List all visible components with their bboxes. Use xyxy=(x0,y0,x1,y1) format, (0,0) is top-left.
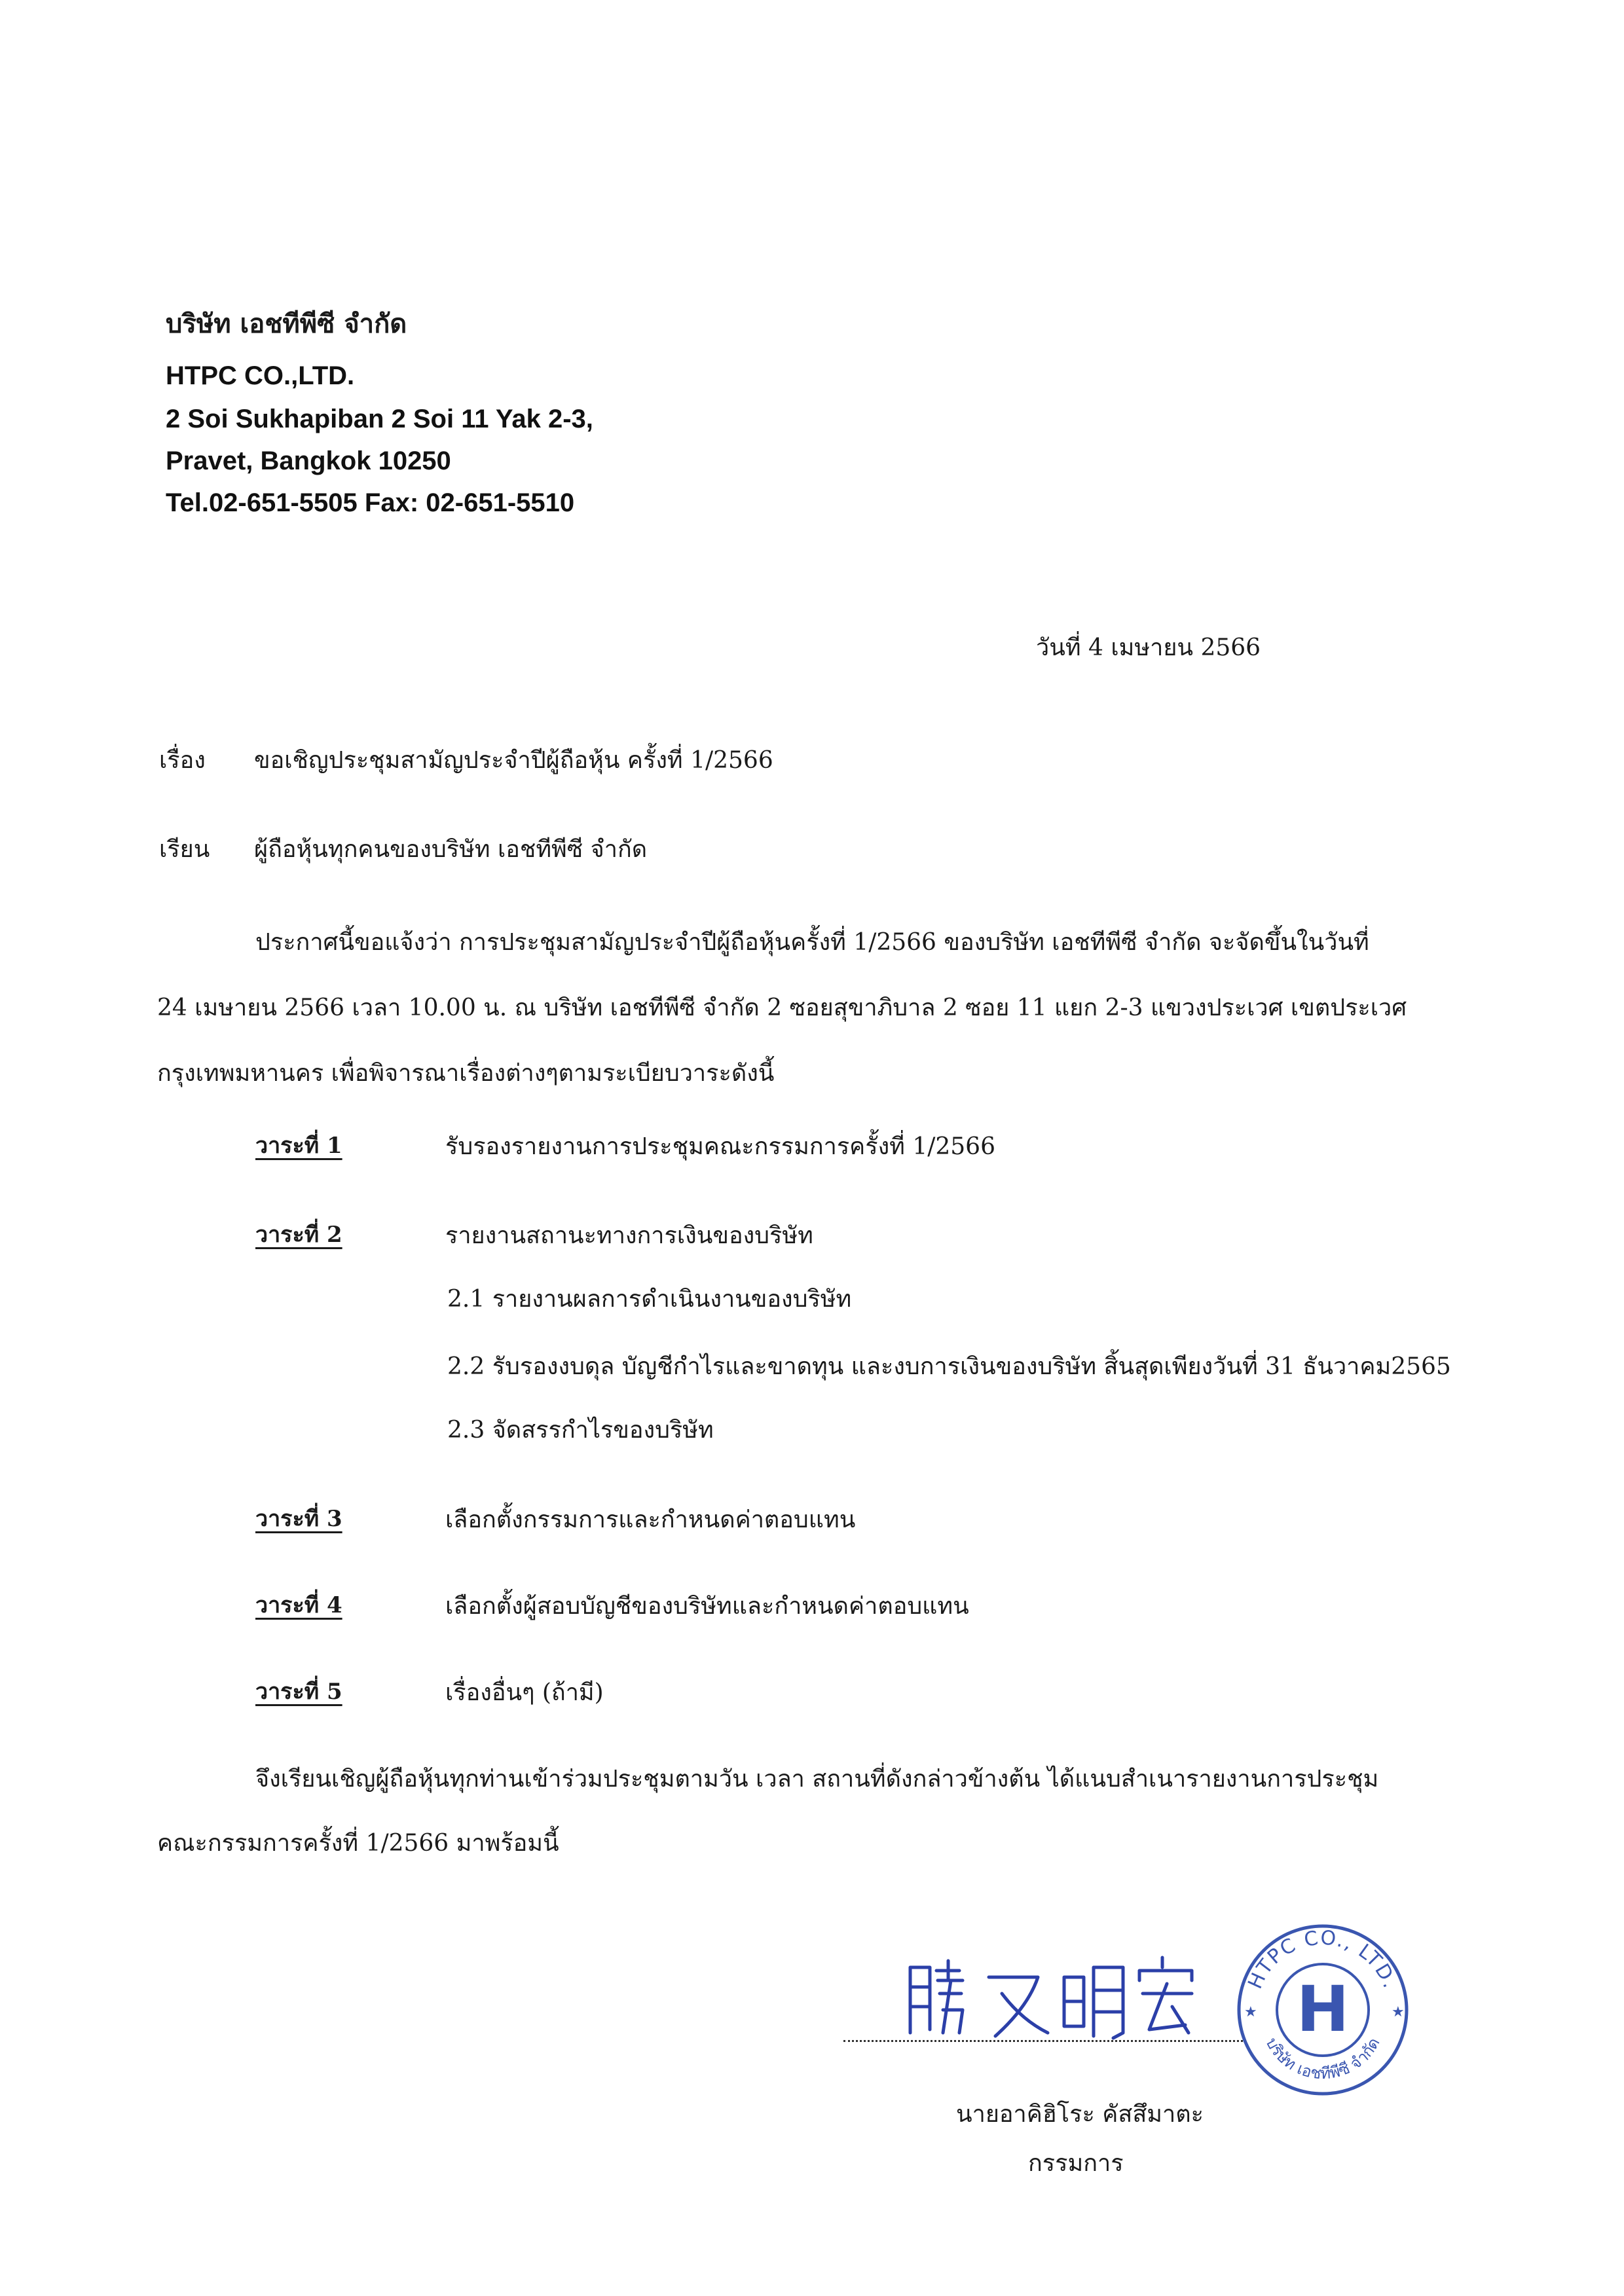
svg-text:HTPC CO., LTD.: HTPC CO., LTD. xyxy=(1244,1926,1402,1993)
agenda-label-2: วาระที่ 2 xyxy=(255,1222,342,1248)
body-line-3: กรุงเทพมหานคร เพื่อพิจารณาเรื่องต่างๆตามระเบียบวาระดังนี้ xyxy=(157,1060,775,1087)
body-line-2: 24 เมษายน 2566 เวลา 10.00 น. ณ บริษัท เอชทีพีซี จำกัด 2 ซอยสุขาภิบาล 2 ซอย 11 แยก 2-3 แขวงประเวศ เขตประเวศ xyxy=(157,994,1407,1021)
company-address-line1: 2 Soi Sukhapiban 2 Soi 11 Yak 2-3, xyxy=(166,405,593,433)
svg-text:H: H xyxy=(1296,1973,1350,2046)
agenda-label-5: วาระที่ 5 xyxy=(255,1679,342,1705)
agenda-subitem-2-3: 2.3 จัดสรรกำไรของบริษัท xyxy=(447,1417,714,1444)
signer-title: กรรมการ xyxy=(1028,2150,1124,2177)
agenda-text-5: เรื่องอื่นๆ (ถ้ามี) xyxy=(445,1679,604,1706)
agenda-label-4: วาระที่ 4 xyxy=(255,1592,342,1618)
svg-text:★: ★ xyxy=(1392,2004,1405,2020)
company-contact: Tel.02-651-5505 Fax: 02-651-5510 xyxy=(166,488,575,517)
agenda-text-1: รับรองรายงานการประชุมคณะกรรมการครั้งที่ 1/2566 xyxy=(445,1133,995,1160)
svg-text:★: ★ xyxy=(1244,2004,1257,2020)
agenda-text-4: เลือกตั้งผู้สอบบัญชีของบริษัทและกำหนดค่าตอบแทน xyxy=(445,1593,969,1620)
agenda-subitem-2-2: 2.2 รับรองงบดุล บัญชีกำไรและขาดทุน และงบการเงินของบริษัท สิ้นสุดเพียงวันที่ 31 ธันวาคม2565 xyxy=(447,1353,1451,1380)
letter-date: วันที่ 4 เมษายน 2566 xyxy=(1036,634,1261,661)
signature-line xyxy=(843,2040,1243,2042)
svg-text:บริษัท เอชทีพีซี จำกัด: บริษัท เอชทีพีซี จำกัด xyxy=(1262,2034,1384,2083)
handwritten-signature xyxy=(897,1941,1225,2052)
agenda-text-2: รายงานสถานะทางการเงินของบริษัท xyxy=(445,1222,813,1249)
signer-name: นายอาคิฮิโระ คัสสึมาตะ xyxy=(956,2101,1204,2128)
agenda-label-3: วาระที่ 3 xyxy=(255,1506,342,1532)
agenda-label-1: วาระที่ 1 xyxy=(255,1133,342,1159)
agenda-subitem-2-1: 2.1 รายงานผลการดำเนินงานของบริษัท xyxy=(447,1286,852,1313)
company-name-english: HTPC CO.,LTD. xyxy=(166,361,355,390)
closing-line-1: จึงเรียนเชิญผู้ถือหุ้นทุกท่านเข้าร่วมประชุมตามวัน เวลา สถานที่ดังกล่าวข้างต้น ได้แนบสำเนารายงานการประชุม xyxy=(255,1766,1379,1793)
body-paragraph xyxy=(157,910,1467,1106)
recipient-label: เรียน xyxy=(159,836,210,863)
recipient-text: ผู้ถือหุ้นทุกคนของบริษัท เอชทีพีซี จำกัด xyxy=(254,836,648,863)
body-line-1: ประกาศนี้ขอแจ้งว่า การประชุมสามัญประจำปีผู้ถือหุ้นครั้งที่ 1/2566 ของบริษัท เอชทีพีซี จำกัด จะจัดขึ้นในวันที่ xyxy=(255,929,1369,956)
company-name-thai: บริษัท เอชทีพีซี จำกัด xyxy=(166,308,407,339)
company-address-line2: Pravet, Bangkok 10250 xyxy=(166,446,451,475)
company-stamp xyxy=(1231,1918,1414,2102)
subject-text: ขอเชิญประชุมสามัญประจำปีผู้ถือหุ้น ครั้งที่ 1/2566 xyxy=(254,747,773,774)
closing-line-2: คณะกรรมการครั้งที่ 1/2566 มาพร้อมนี้ xyxy=(157,1830,559,1857)
subject-label: เรื่อง xyxy=(159,747,206,774)
agenda-text-3: เลือกตั้งกรรมการและกำหนดค่าตอบแทน xyxy=(445,1506,856,1533)
